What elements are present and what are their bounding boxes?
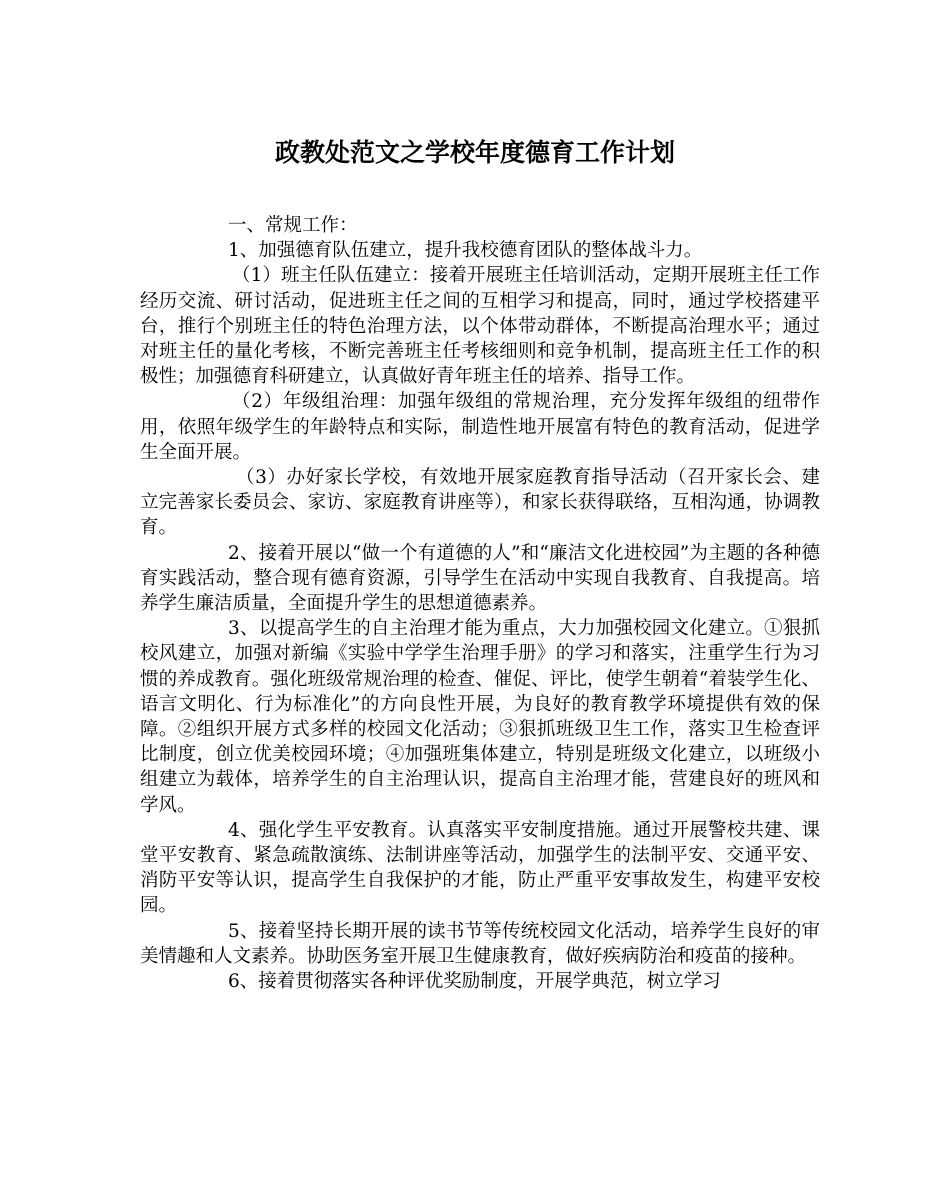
paragraph-item-4: 4、强化学生平安教育。认真落实平安制度措施。通过开展警校共建、课堂平安教育、紧急疏散演练、法制讲座等活动，加强学生的法制平安、交通平安、消防平安等认识，提高学生自我保护的才能，防止严重平安事故发生，构建平安校园。 <box>140 819 820 917</box>
paragraph-item-3: 3、以提高学生的自主治理才能为重点，大力加强校园文化建立。①狠抓校风建立，加强对新编《实验中学学生治理手册》的学习和落实，注重学生行为习惯的养成教育。强化班级常规治理的检查、催促、评比，使学生朝着“着装学生化、语言文明化、行为标准化”的方向良性开展，为良好的教育教学环境提供有效的保障。②组织开展方式多样的校园文化活动；③狠抓班级卫生工作，落实卫生检查评比制度，创立优美校园环境；④加强班集体建立，特别是班级文化建立，以班级小组建立为载体，培养学生的自主治理认识，提高自主治理才能，营建良好的班风和学风。 <box>140 618 820 816</box>
paragraph-item-5: 5、接着坚持长期开展的读书节等传统校园文化活动，培养学生良好的审美情趣和人文素养。协助医务室开展卫生健康教育，做好疾病防治和疫苗的接种。 <box>140 920 820 967</box>
paragraph-item-2: 2、接着开展以“做一个有道德的人”和“廉洁文化进校园”为主题的各种德育实践活动，整合现有德育资源，引导学生在活动中实现自我教育、自我提高。培养学生廉洁质量，全面提升学生的思想道德素养。 <box>140 542 820 615</box>
paragraph-item-1: 1、加强德育队伍建立，提升我校德育团队的整体战斗力。 <box>228 240 703 262</box>
paragraph-item-1-3: （3）办好家长学校，有效地开展家庭教育指导活动（召开家长会、建立完善家长委员会、家访、家庭教育讲座等），和家长获得联络，互相沟通，协调教育。 <box>140 467 820 539</box>
document-body <box>140 213 820 994</box>
paragraph-item-1-2: （2）年级组治理：加强年级组的常规治理，充分发挥年级组的纽带作用，依照年级学生的年龄特点和实际，制造性地开展富有特色的教育活动，促进学生全面开展。 <box>140 391 820 463</box>
section-heading-routine-work: 一、常规工作： <box>228 215 358 236</box>
document-title: 政教处范文之学校年度德育工作计划 <box>274 138 675 167</box>
paragraph-item-1-1: （1）班主任队伍建立：接着开展班主任培训活动，定期开展班主任工作经历交流、研讨活动，促进班主任之间的互相学习和提高，同时，通过学校搭建平台，推行个别班主任的特色治理方法，以个体带动群体，不断提高治理水平；通过对班主任的量化考核，不断完善班主任考核细则和竞争机制，提高班主任工作的积极性；加强德育科研建立，认真做好青年班主任的培养、指导工作。 <box>140 265 820 388</box>
paragraph-item-6: 6、接着贯彻落实各种评优奖励制度，开展学典范，树立学习 <box>228 971 721 993</box>
